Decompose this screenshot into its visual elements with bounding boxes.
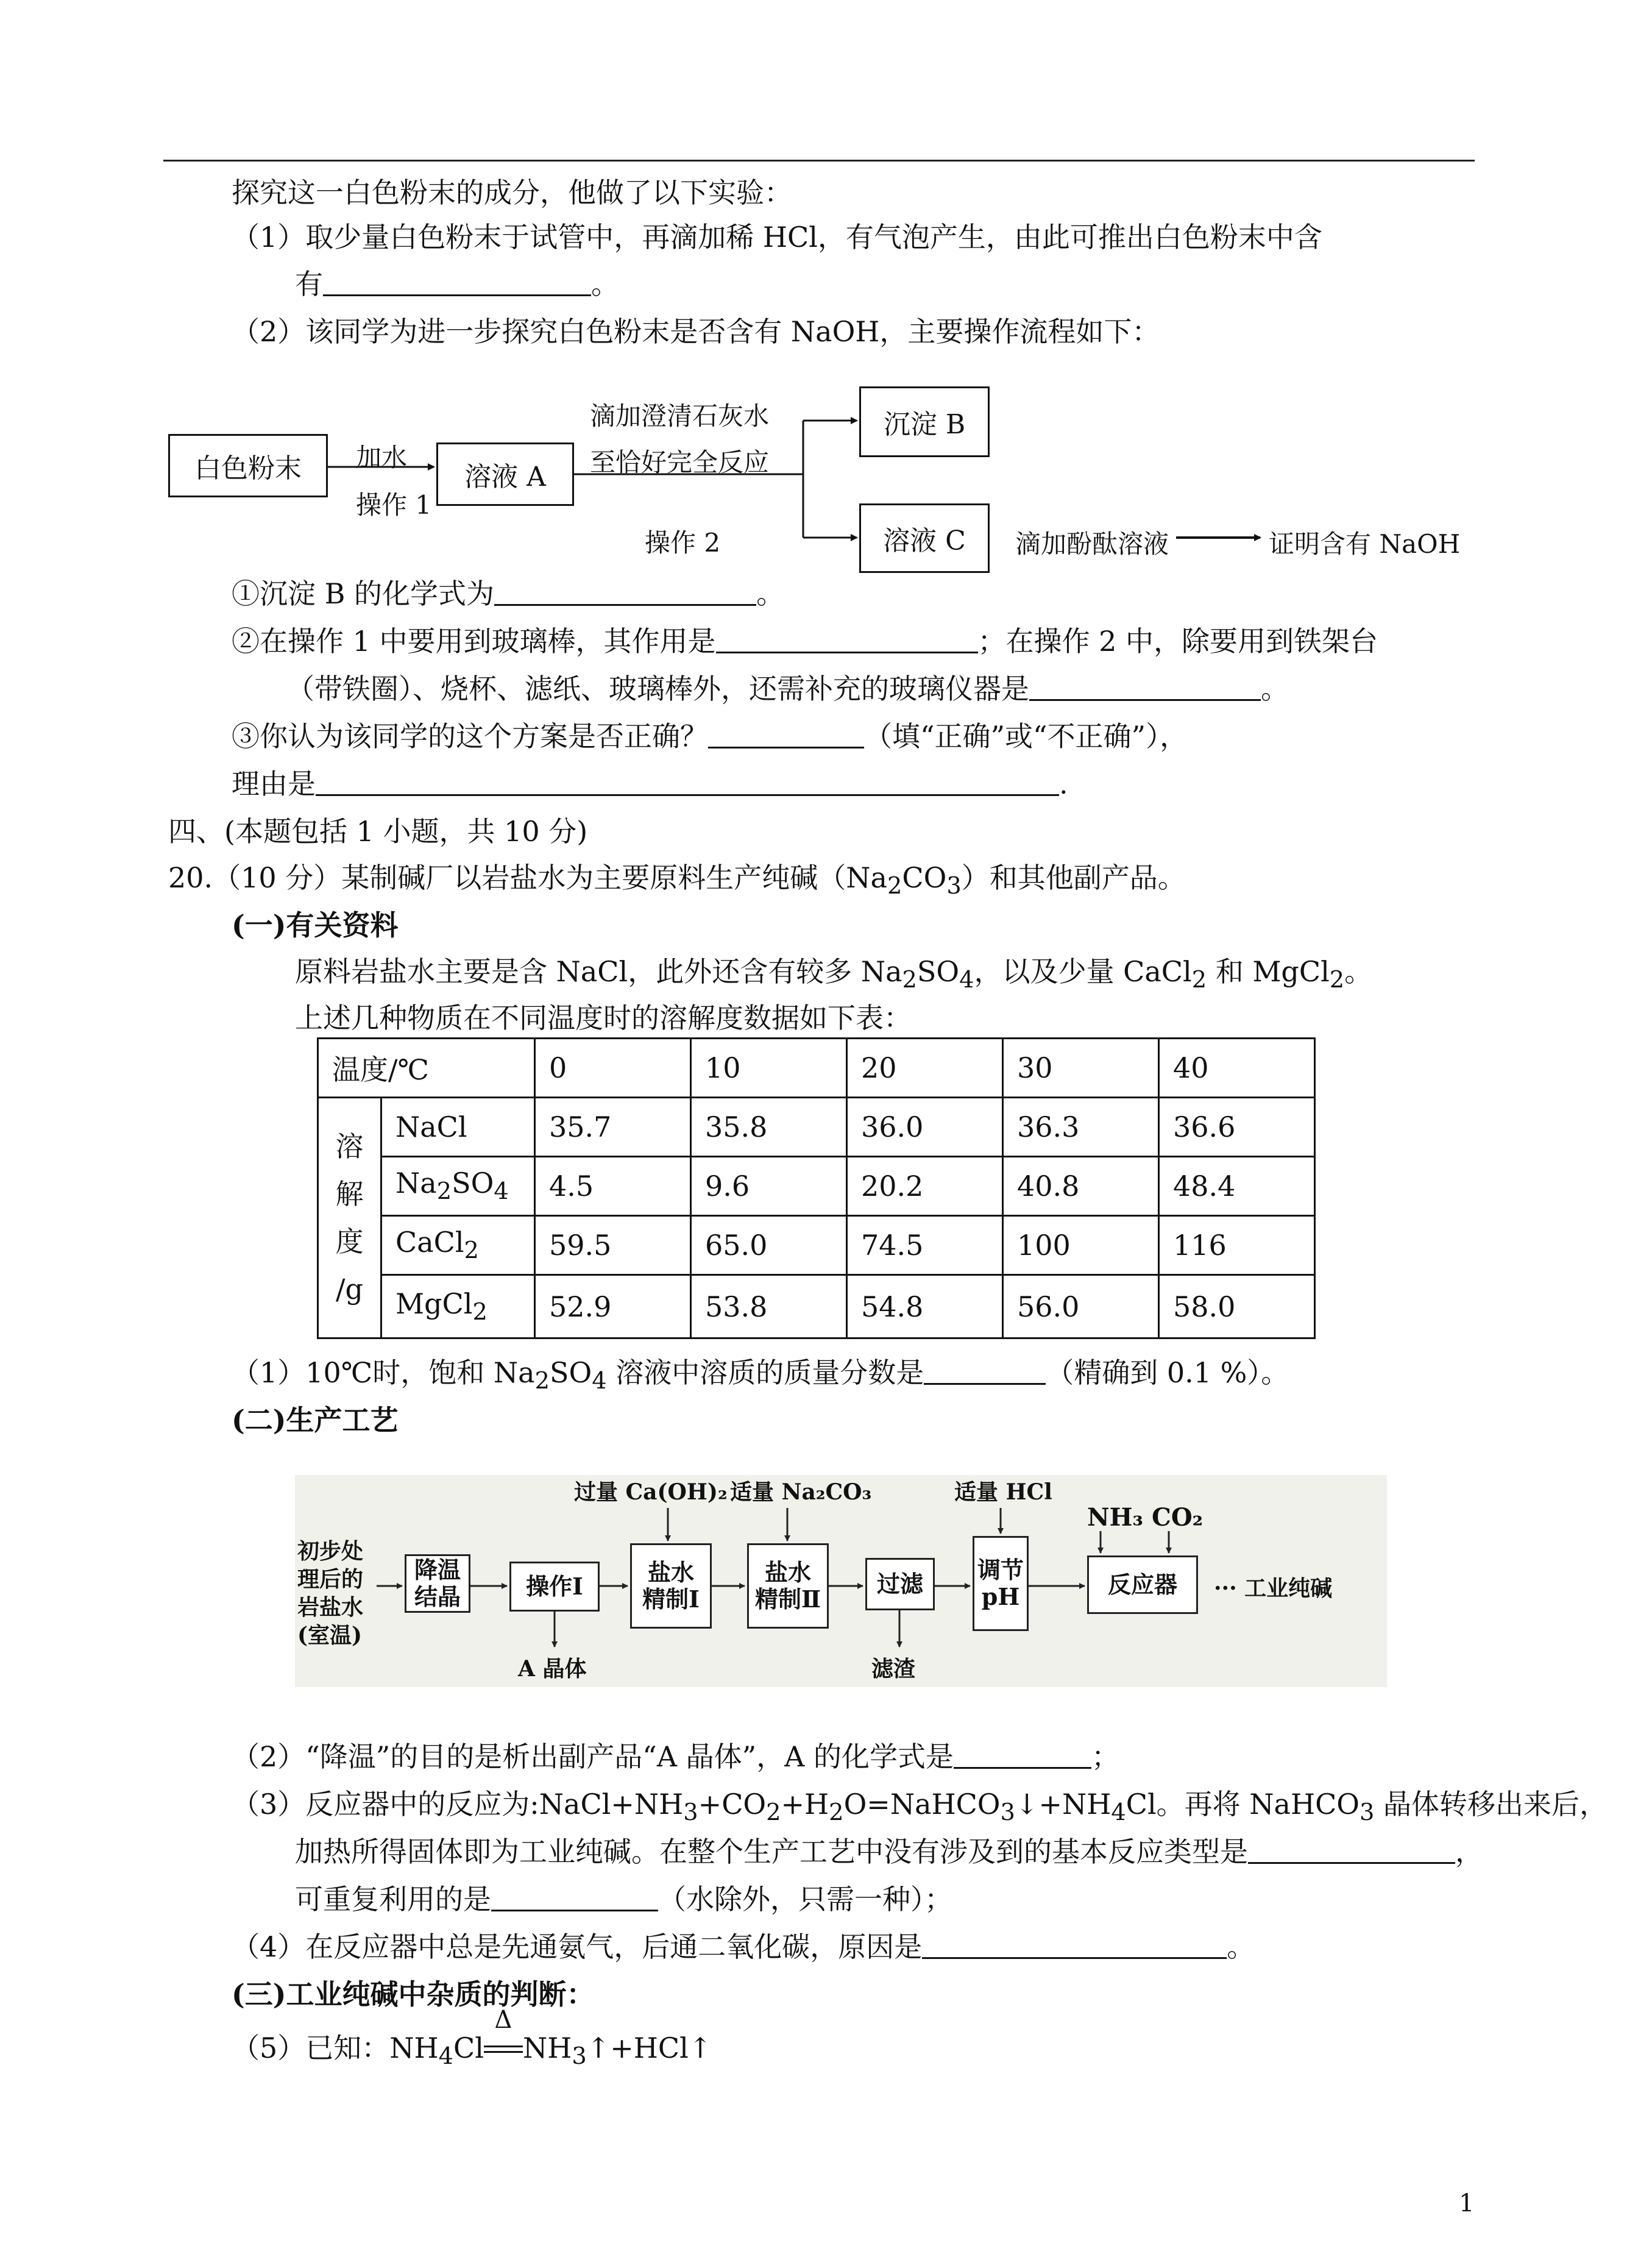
table-cell: 100 [1003, 1216, 1159, 1275]
question-2c-line1: ③你认为该同学的这个方案是否正确？ （填“正确”或“不正确”）， [232, 720, 1188, 753]
box-brine-refine-2: 盐水 精制Ⅱ [747, 1543, 829, 1629]
table-cell: 58.0 [1159, 1275, 1315, 1338]
flow-diagram-1-arrows [0, 0, 1638, 610]
answer-blank[interactable] [708, 720, 864, 748]
table-cell: 36.0 [847, 1098, 1003, 1157]
table-cell: 40.8 [1003, 1157, 1159, 1216]
box-brine-refine-1: 盐水 精制Ⅰ [630, 1543, 712, 1629]
label-residue: 滤渣 [871, 1656, 916, 1682]
table-header-label: 温度/℃ [318, 1039, 535, 1098]
part-2-title: (二)生产工艺 [232, 1404, 399, 1437]
part-1-text-2: 上述几种物质在不同温度时的溶解度数据如下表： [295, 1001, 912, 1034]
page-number: 1 [1459, 2189, 1475, 2217]
table-cell: 116 [1159, 1216, 1315, 1275]
table-cell: 65.0 [691, 1216, 847, 1275]
answer-blank[interactable] [491, 1883, 658, 1911]
table-cell: 35.8 [691, 1098, 847, 1157]
answer-blank[interactable] [316, 767, 1059, 796]
label-exact-reaction: 至恰好完全反应 [590, 447, 770, 477]
table-substance: NaCl [381, 1098, 535, 1157]
label-phenolphthalein: 滴加酚酞溶液 [1015, 529, 1169, 559]
label-limewater: 滴加澄清石灰水 [590, 401, 770, 431]
label-nh3: NH₃ [1087, 1503, 1143, 1532]
table-cell: 30 [1003, 1039, 1159, 1098]
question-2a: ①沉淀 B 的化学式为 。 [232, 577, 785, 610]
part-1-title: (一)有关资料 [232, 909, 399, 942]
label-operation-2: 操作 2 [645, 528, 721, 558]
label-excess-caoh2: 过量 Ca(OH)₂ [574, 1479, 728, 1505]
answer-blank[interactable] [922, 1930, 1227, 1959]
label-operation-1: 操作 1 [356, 490, 432, 520]
process-diagram [295, 1475, 1387, 1687]
answer-blank[interactable] [716, 625, 978, 653]
table-substance: CaCl$_2$ [381, 1216, 535, 1275]
table-side-label: 溶 解 度 /g [318, 1098, 381, 1338]
box-white-powder: 白色粉末 [168, 434, 328, 497]
box-precipitate-b: 沉淀 B [859, 386, 990, 457]
table-row [318, 1275, 1315, 1338]
question-20-3-line3: 可重复利用的是 （水除外，只需一种）； [295, 1883, 952, 1916]
question-1-line1: （1）取少量白色粉末于试管中，再滴加稀 HCl，有气泡产生，由此可推出白色粉末中含 [232, 221, 1322, 254]
box-solution-a: 溶液 A [436, 443, 574, 506]
question-2c-line2: 理由是 . [232, 767, 1068, 800]
table-cell: 59.5 [535, 1216, 691, 1275]
table-cell: 53.8 [691, 1275, 847, 1338]
label-start: 初步处 理后的 岩盐水 (室温) [297, 1538, 364, 1648]
question-2b-line2: （带铁圈）、烧杯、滤纸、玻璃棒外，还需补充的玻璃仪器是 。 [286, 672, 1289, 705]
label-industrial-soda: ··· 工业纯碱 [1214, 1576, 1333, 1601]
question-20-stem: 20.（10 分）某制碱厂以岩盐水为主要原料生产纯碱$(Na_2CO_3)$和其他副产品。 [168, 861, 1186, 900]
label-prove-naoh: 证明含有 NaOH [1269, 529, 1461, 559]
table-cell: 36.6 [1159, 1098, 1315, 1157]
table-cell: 52.9 [535, 1275, 691, 1338]
table-cell: 56.0 [1003, 1275, 1159, 1338]
delta-symbol: Δ [494, 2006, 512, 2034]
table-cell: 4.5 [535, 1157, 691, 1216]
section-4-heading: 四、(本题包括 1 小题，共 10 分) [168, 815, 588, 848]
part-1-text-1: 原料岩盐水主要是含 NaCl，此外还含有较多 $Na_2SO_4$，以及少量 CaCl$_2$ 和 MgCl$_2$。 [295, 955, 1373, 994]
table-cell: 0 [535, 1039, 691, 1098]
solubility-table [317, 1037, 1316, 1339]
question-2b-line1: ②在操作 1 中要用到玻璃棒，其作用是 ；在操作 2 中，除要用到铁架台 [232, 625, 1378, 658]
question-2-line: （2）该同学为进一步探究白色粉末是否含有 NaOH，主要操作流程如下： [232, 315, 1160, 348]
label-co2: CO₂ [1152, 1503, 1204, 1532]
intro-line: 探究这一白色粉末的成分，他做了以下实验： [232, 176, 792, 209]
table-cell: 74.5 [847, 1216, 1003, 1275]
question-20-3-line2: 加热所得固体即为工业纯碱。在整个生产工艺中没有涉及到的基本反应类型是 ， [295, 1835, 1483, 1868]
question-20-5: （5）已知：$NH_4Cl$ Δ $NH_3↑+HCl↑$ [232, 2030, 712, 2075]
answer-blank[interactable] [1248, 1835, 1455, 1864]
label-a-crystal: A 晶体 [518, 1656, 587, 1682]
table-cell: 10 [691, 1039, 847, 1098]
box-reactor: 反应器 [1087, 1555, 1198, 1614]
table-substance: $Na_2SO_4$ [381, 1157, 535, 1216]
label-na2co3: 适量 Na₂CO₃ [730, 1479, 872, 1505]
table-cell: 54.8 [847, 1275, 1003, 1338]
table-substance: MgCl$_2$ [381, 1275, 535, 1338]
answer-blank[interactable] [1029, 672, 1261, 701]
table-row [318, 1098, 1315, 1157]
table-cell: 36.3 [1003, 1098, 1159, 1157]
question-20-4: （4）在反应器中总是先通氨气，后通二氧化碳，原因是 。 [232, 1930, 1255, 1963]
box-operation-i: 操作Ⅰ [509, 1562, 600, 1612]
part-3-title: (三)工业纯碱中杂质的判断： [232, 1978, 595, 2011]
table-header-row [318, 1039, 1315, 1098]
question-20-2: （2）“降温”的目的是析出副产品“A 晶体”，A 的化学式是 ； [232, 1740, 1120, 1773]
answer-blank[interactable] [494, 577, 756, 606]
box-filter: 过滤 [865, 1558, 935, 1610]
box-solution-c: 溶液 C [859, 503, 990, 573]
question-20-3-line1: （3）反应器中的反应为$:NaCl+NH_3+CO_2+H_2O=NaHCO_3↓+NH_4Cl$。再将 NaHCO$_3$ 晶体转移出来后， [232, 1788, 1608, 1827]
table-cell: 48.4 [1159, 1157, 1315, 1216]
table-row [318, 1157, 1315, 1216]
table-cell: 9.6 [691, 1157, 847, 1216]
table-cell: 35.7 [535, 1098, 691, 1157]
box-cool-crystallize: 降温 结晶 [405, 1554, 470, 1613]
table-cell: 40 [1159, 1039, 1315, 1098]
question-20-1: （1）10℃时，饱和 $Na_2SO_4$ 溶液中溶质的质量分数是 （精确到 0.1 %）。 [232, 1356, 1289, 1395]
label-add-water: 加水 [356, 443, 408, 472]
box-adjust-ph: 调节 pH [973, 1536, 1029, 1631]
label-hcl: 适量 HCl [954, 1479, 1052, 1505]
question-1-line2: 有 。 [295, 268, 619, 300]
table-row [318, 1216, 1315, 1275]
process-diagram-arrows [295, 1475, 1387, 1687]
answer-blank[interactable] [924, 1356, 1046, 1385]
table-cell: 20.2 [847, 1157, 1003, 1216]
answer-blank[interactable] [954, 1740, 1091, 1769]
table-cell: 20 [847, 1039, 1003, 1098]
